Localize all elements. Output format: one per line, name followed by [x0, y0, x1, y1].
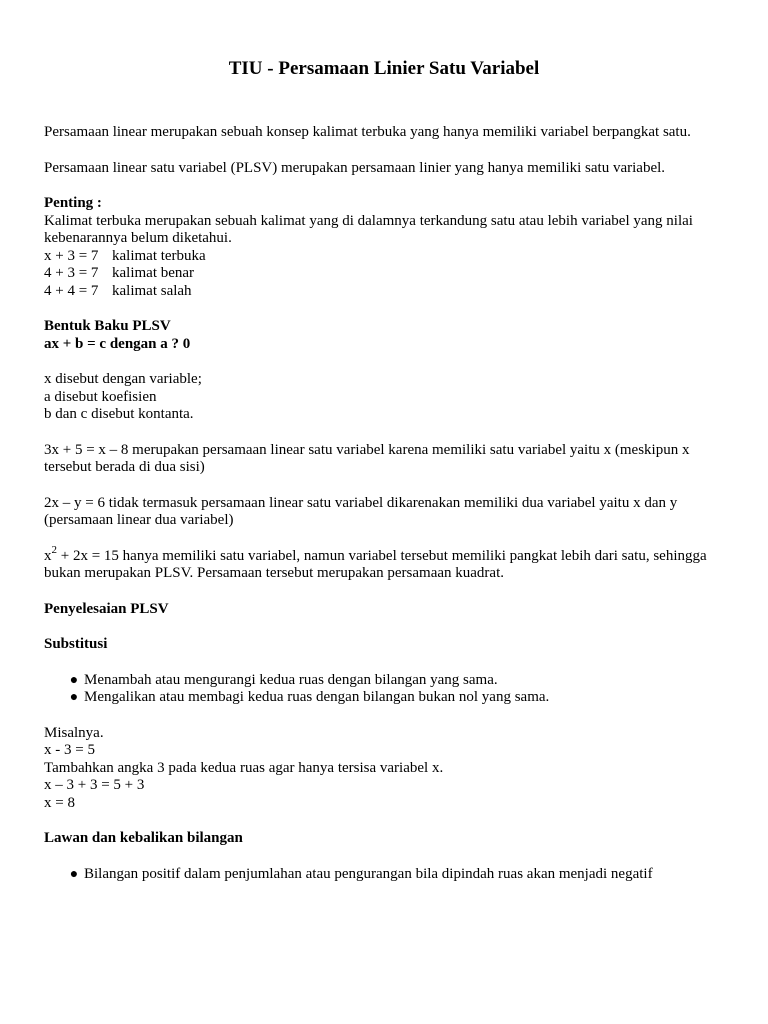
list-item-text: Menambah atau mengurangi kedua ruas dengan bilangan yang sama. — [84, 671, 498, 688]
example-paragraph-1: 3x + 5 = x – 8 merupakan persamaan linear satu variabel karena memiliki satu variabel yaitu x (meskipun x tersebut berada di dua sisi) — [44, 441, 690, 475]
example-step: x - 3 = 5 — [44, 742, 95, 758]
example-label: kalimat salah — [112, 282, 192, 299]
lawan-heading: Lawan dan kebalikan bilangan — [44, 830, 243, 846]
intro-paragraph-2: Persamaan linear satu variabel (PLSV) merupakan persamaan linier yang hanya memiliki satu variabel. — [44, 159, 666, 176]
bullet-icon: ● — [69, 672, 79, 688]
list-item-text: Bilangan positif dalam penjumlahan atau pengurangan bila dipindah ruas akan menjadi negatif — [84, 865, 653, 882]
lawan-list — [44, 866, 724, 884]
quadratic-exponent: 2 — [51, 543, 57, 556]
example-step: Misalnya. — [44, 724, 104, 741]
example-step: Tambahkan angka 3 pada kedua ruas agar hanya tersisa variabel x. — [44, 759, 444, 776]
example-line — [44, 283, 724, 301]
list-item — [68, 866, 724, 884]
quadratic-base: x — [44, 547, 52, 564]
substitusi-heading: Substitusi — [44, 636, 108, 652]
page-title: TIU - Persamaan Linier Satu Variabel — [228, 58, 540, 79]
bentuk-baku-heading: Bentuk Baku PLSV — [44, 318, 171, 334]
example-expression: x + 3 = 7 — [44, 247, 99, 264]
example-line — [44, 248, 724, 266]
example-label: kalimat terbuka — [112, 247, 206, 264]
example-step: x – 3 + 3 = 5 + 3 — [44, 777, 145, 793]
penting-heading: Penting : — [44, 195, 102, 211]
penyelesaian-heading: Penyelesaian PLSV — [44, 600, 169, 617]
intro-paragraph-1: Persamaan linear merupakan sebuah konsep kalimat terbuka yang hanya memiliki variabel berpangkat satu. — [44, 124, 691, 140]
list-item — [68, 689, 724, 707]
example-line — [44, 265, 724, 283]
definition-line: a disebut koefisien — [44, 388, 157, 405]
example-step: x = 8 — [44, 794, 75, 811]
bentuk-baku-section — [44, 318, 724, 424]
penting-text: Kalimat terbuka merupakan sebuah kalimat yang di dalamnya terkandung satu atau lebih variabel yang nilai kebenarannya belum diketahui. — [44, 212, 693, 246]
example-expression: 4 + 3 = 7 — [44, 265, 99, 281]
list-item-text: Mengalikan atau membagi kedua ruas dengan bilangan bukan nol yang sama. — [84, 689, 550, 705]
example-paragraph-2: 2x – y = 6 tidak termasuk persamaan linear satu variabel dikarenakan memiliki dua variabel yaitu x dan y (persamaan linear dua variabel) — [44, 494, 678, 528]
lawan-section — [44, 830, 724, 883]
penting-section — [44, 195, 724, 300]
example-expression: 4 + 4 = 7 — [44, 282, 99, 299]
penyelesaian-section — [44, 601, 724, 813]
example-label: kalimat benar — [112, 265, 195, 281]
substitusi-list — [44, 672, 724, 707]
bullet-icon: ● — [69, 690, 79, 705]
example-paragraph-3 — [44, 543, 724, 583]
definition-line: b dan c disebut kontanta. — [44, 406, 194, 422]
bullet-icon: ● — [69, 866, 79, 882]
quadratic-text: + 2x = 15 hanya memiliki satu variabel, namun variabel tersebut memiliki pangkat lebih dari satu, sehingga bukan merupakan PLSV. Persamaan tersebut merupakan persamaan kuadrat. — [44, 547, 707, 581]
definition-line: x disebut dengan variable; — [44, 371, 202, 387]
bentuk-baku-formula: ax + b = c dengan a ? 0 — [44, 335, 191, 352]
list-item — [68, 672, 724, 690]
